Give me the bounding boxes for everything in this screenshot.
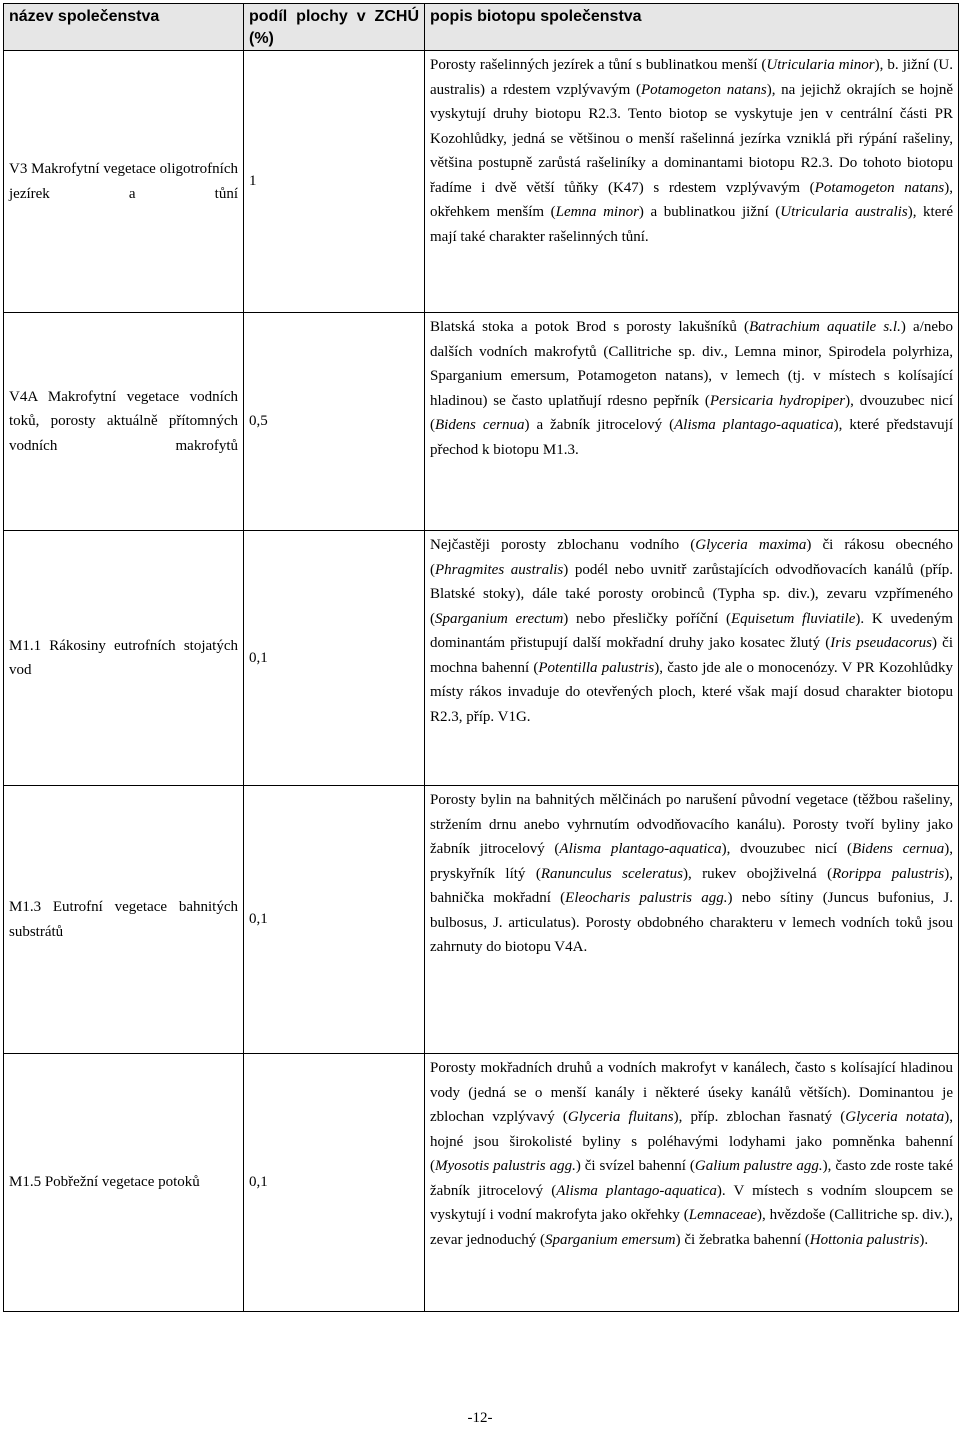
- row-share: 0,1: [244, 1054, 425, 1312]
- row-description: Porosty mokřadních druhů a vodních makrofyt v kanálech, často s kolísající hladinou vody (jedná se o menší kanály i některé úseky kanálů větších). Dominantou je zblochan vzplývavý (Glyceria fluitans), příp. zblochan řasnatý (Glyceria notata), hojné jsou širokolisté byliny s poléhavými lodyhami jako pomněnka bahenní (Myosotis palustris agg.) či svízel bahenní (Galium palustre agg.), často zde roste také žabník jitrocelový (Alisma plantago-aquatica). V místech s vodním sloupcem se vyskytují i vodní makrofyta jako okřehky (Lemnaceae), hvězdoše (Callitriche sp. div.), zevar jednoduchý (Sparganium emersum) či žebratka bahenní (Hottonia palustris).: [425, 1054, 959, 1312]
- row-description: Porosty bylin na bahnitých mělčinách po narušení původní vegetace (těžbou rašeliny, stržením drnu anebo vyhrnutím odvodňovacího kanálu). Porosty tvoří byliny jako žabník jitrocelový (Alisma plantago-aquatica), dvouzubec nicí (Bidens cernua), pryskyřník lítý (Ranunculus sceleratus), rukev obojživelná (Rorippa palustris), bahnička mokřadní (Eleocharis palustris agg.) nebo sítiny (Juncus bufonius, J. bulbosus, J. articulatus). Porosty obdobného charakteru v lemech vodních toků jsou zahrnuty do biotopu V4A.: [425, 786, 959, 1054]
- table-row: [4, 1054, 959, 1312]
- table-row: [4, 51, 959, 313]
- header-name: název společenstva: [4, 4, 244, 51]
- page-number: -12-: [467, 1410, 493, 1426]
- row-name: M1.5 Pobřežní vegetace potoků: [4, 1054, 244, 1312]
- table-row: [4, 786, 959, 1054]
- row-description: Porosty rašelinných jezírek a tůní s bublinatkou menší (Utricularia minor), b. jižní (U. australis) a rdestem vzplývavým (Potamogeton natans), na jejichž okrajích se hojně vyskytují druhy biotopu R2.3. Tento biotop se vyskytuje jen v centrální části PR Kozohlůdky, jedná se většinou o menší rašelinná jezírka vzniklá při rýpání rašeliny, většina postupně zarůstá rašeliníky a dominantami biotopu R2.3. Do tohoto biotopu řadíme i dvě větší tůňky (K47) s rdestem vzplývavým (Potamogeton natans), okřehkem menším (Lemna minor) a bublinatkou jižní (Utricularia australis), které mají také charakter rašelinných tůní.: [425, 51, 959, 313]
- row-name: V3 Makrofytní vegetace oligotrofních jezírek a tůní: [4, 51, 244, 313]
- header-description: popis biotopu společenstva: [425, 4, 959, 51]
- row-name: M1.1 Rákosiny eutrofních stojatých vod: [4, 531, 244, 786]
- table-row: [4, 313, 959, 531]
- table-row: [4, 531, 959, 786]
- table-header-row: [4, 4, 959, 51]
- row-share: 0,5: [244, 313, 425, 531]
- row-description: Blatská stoka a potok Brod s porosty lakušníků (Batrachium aquatile s.l.) a/nebo dalších vodních makrofytů (Callitriche sp. div., Lemna minor, Spirodela polyrhiza, Sparganium emersum, Potamogeton natans), v lemech (tj. v místech s kolísající hladinou) se často uplatňují rdesno pepřník (Persicaria hydropiper), dvouzubec nicí (Bidens cernua) a žabník jitrocelový (Alisma plantago-aquatica), které představují přechod k biotopu M1.3.: [425, 313, 959, 531]
- row-description: Nejčastěji porosty zblochanu vodního (Glyceria maxima) či rákosu obecného (Phragmites australis) podél nebo uvnitř zarůstajících odvodňovacích kanálů (příp. Blatské stoky), dále také porosty orobinců (Typha sp. div.), zevaru vzpřímeného (Sparganium erectum) nebo přesličky poříční (Equisetum fluviatile). K uvedeným dominantám přistupují další mokřadní druhy jako kosatec žlutý (Iris pseudacorus) či mochna bahenní (Potentilla palustris), často jde ale o monocenózy. V PR Kozohlůdky místy rákos invaduje do otevřených ploch, které však mají dosud charakter biotopu R2.3, příp. V1G.: [425, 531, 959, 786]
- row-name: V4A Makrofytní vegetace vodních toků, porosty aktuálně přítomných vodních makrofytů: [4, 313, 244, 531]
- biotope-table: [3, 3, 959, 1312]
- row-share: 0,1: [244, 531, 425, 786]
- header-share: podíl plochy v ZCHÚ (%): [244, 4, 425, 51]
- row-name: M1.3 Eutrofní vegetace bahnitých substrátů: [4, 786, 244, 1054]
- row-share: 0,1: [244, 786, 425, 1054]
- row-share: 1: [244, 51, 425, 313]
